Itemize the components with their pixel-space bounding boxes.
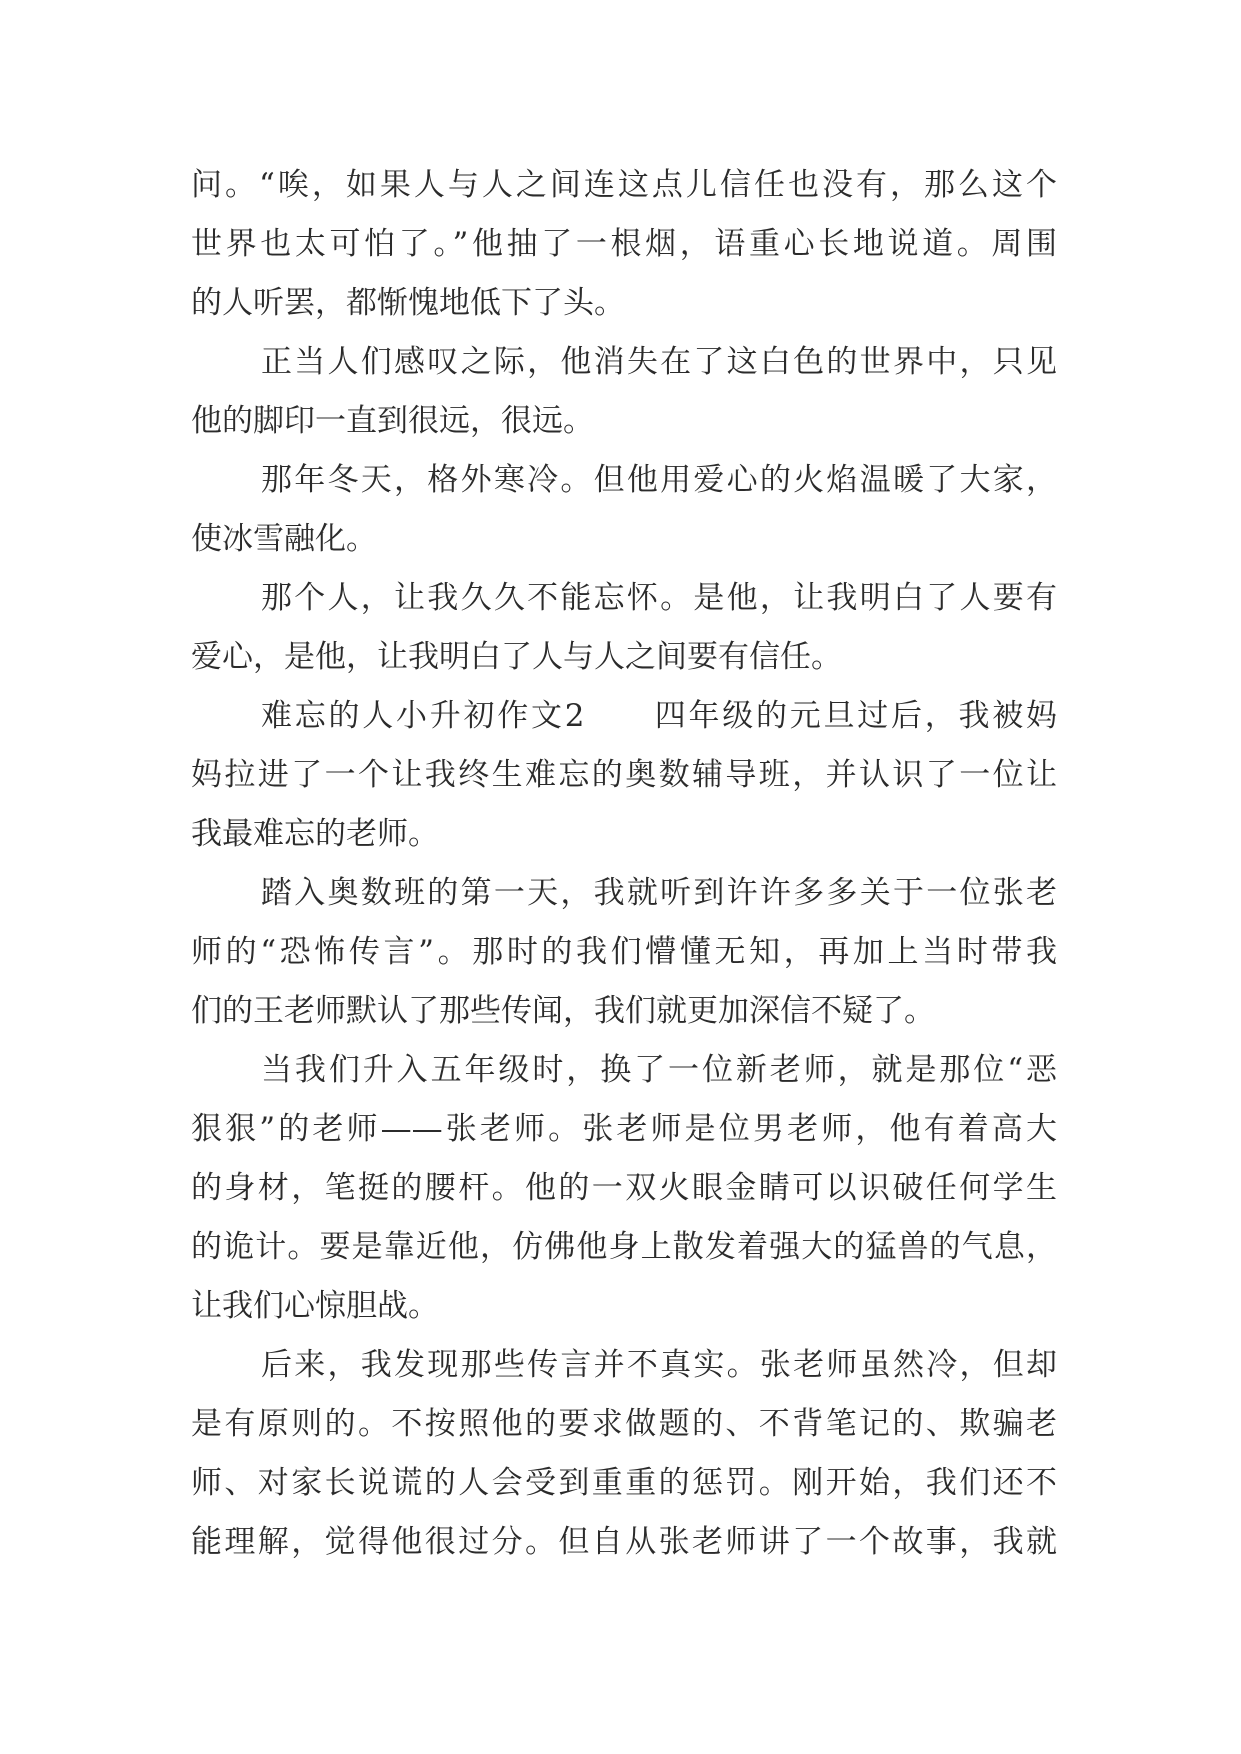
text-line: 问。“唉，如果人与人之间连这点儿信任也没有，那么这个 bbox=[191, 167, 1057, 203]
paragraph bbox=[191, 569, 1057, 687]
paragraph bbox=[191, 687, 1057, 864]
text-line: 那年冬天，格外寒冷。但他用爱心的火焰温暖了大家， bbox=[261, 462, 1057, 498]
text-line: 妈拉进了一个让我终生难忘的奥数辅导班，并认识了一位让 bbox=[191, 757, 1057, 793]
paragraph bbox=[191, 333, 1057, 451]
text-line: 是有原则的。不按照他的要求做题的、不背笔记的、欺骗老 bbox=[191, 1406, 1057, 1442]
text-line: 们的王老师默认了那些传闻，我们就更加深信不疑了。 bbox=[191, 993, 935, 1029]
text-line: 难忘的人小升初作文2 四年级的元旦过后，我被妈 bbox=[261, 698, 1057, 734]
paragraph bbox=[191, 156, 1057, 333]
text-line: 踏入奥数班的第一天，我就听到许许多多关于一位张老 bbox=[261, 875, 1057, 911]
text-line: 狠狠”的老师——张老师。张老师是位男老师，他有着高大 bbox=[191, 1111, 1057, 1147]
text-line: 师、对家长说谎的人会受到重重的惩罚。刚开始，我们还不 bbox=[191, 1465, 1057, 1501]
text-line: 爱心，是他，让我明白了人与人之间要有信任。 bbox=[191, 639, 842, 675]
text-line: 的人听罢，都惭愧地低下了头。 bbox=[191, 285, 625, 321]
text-line: 能理解，觉得他很过分。但自从张老师讲了一个故事，我就 bbox=[191, 1524, 1057, 1560]
paragraph bbox=[191, 864, 1057, 1041]
paragraph bbox=[191, 1041, 1057, 1336]
text-line: 世界也太可怕了。”他抽了一根烟，语重心长地说道。周围 bbox=[191, 226, 1057, 262]
text-line: 的身材，笔挺的腰杆。他的一双火眼金睛可以识破任何学生 bbox=[191, 1170, 1057, 1206]
text-line: 当我们升入五年级时，换了一位新老师，就是那位“恶 bbox=[261, 1052, 1057, 1088]
text-line: 让我们心惊胆战。 bbox=[191, 1288, 439, 1324]
text-line: 正当人们感叹之际，他消失在了这白色的世界中，只见 bbox=[261, 344, 1057, 380]
text-line: 那个人，让我久久不能忘怀。是他，让我明白了人要有 bbox=[261, 580, 1057, 616]
text-line: 师的“恐怖传言”。那时的我们懵懂无知，再加上当时带我 bbox=[191, 934, 1057, 970]
paragraph bbox=[191, 1336, 1057, 1572]
text-line: 他的脚印一直到很远，很远。 bbox=[191, 403, 594, 439]
text-line: 我最难忘的老师。 bbox=[191, 816, 439, 852]
text-line: 的诡计。要是靠近他，仿佛他身上散发着强大的猛兽的气息， bbox=[191, 1229, 1057, 1265]
text-line: 后来，我发现那些传言并不真实。张老师虽然冷，但却 bbox=[261, 1347, 1057, 1383]
document-page bbox=[191, 156, 1057, 1572]
paragraph bbox=[191, 451, 1057, 569]
text-line: 使冰雪融化。 bbox=[191, 521, 377, 557]
